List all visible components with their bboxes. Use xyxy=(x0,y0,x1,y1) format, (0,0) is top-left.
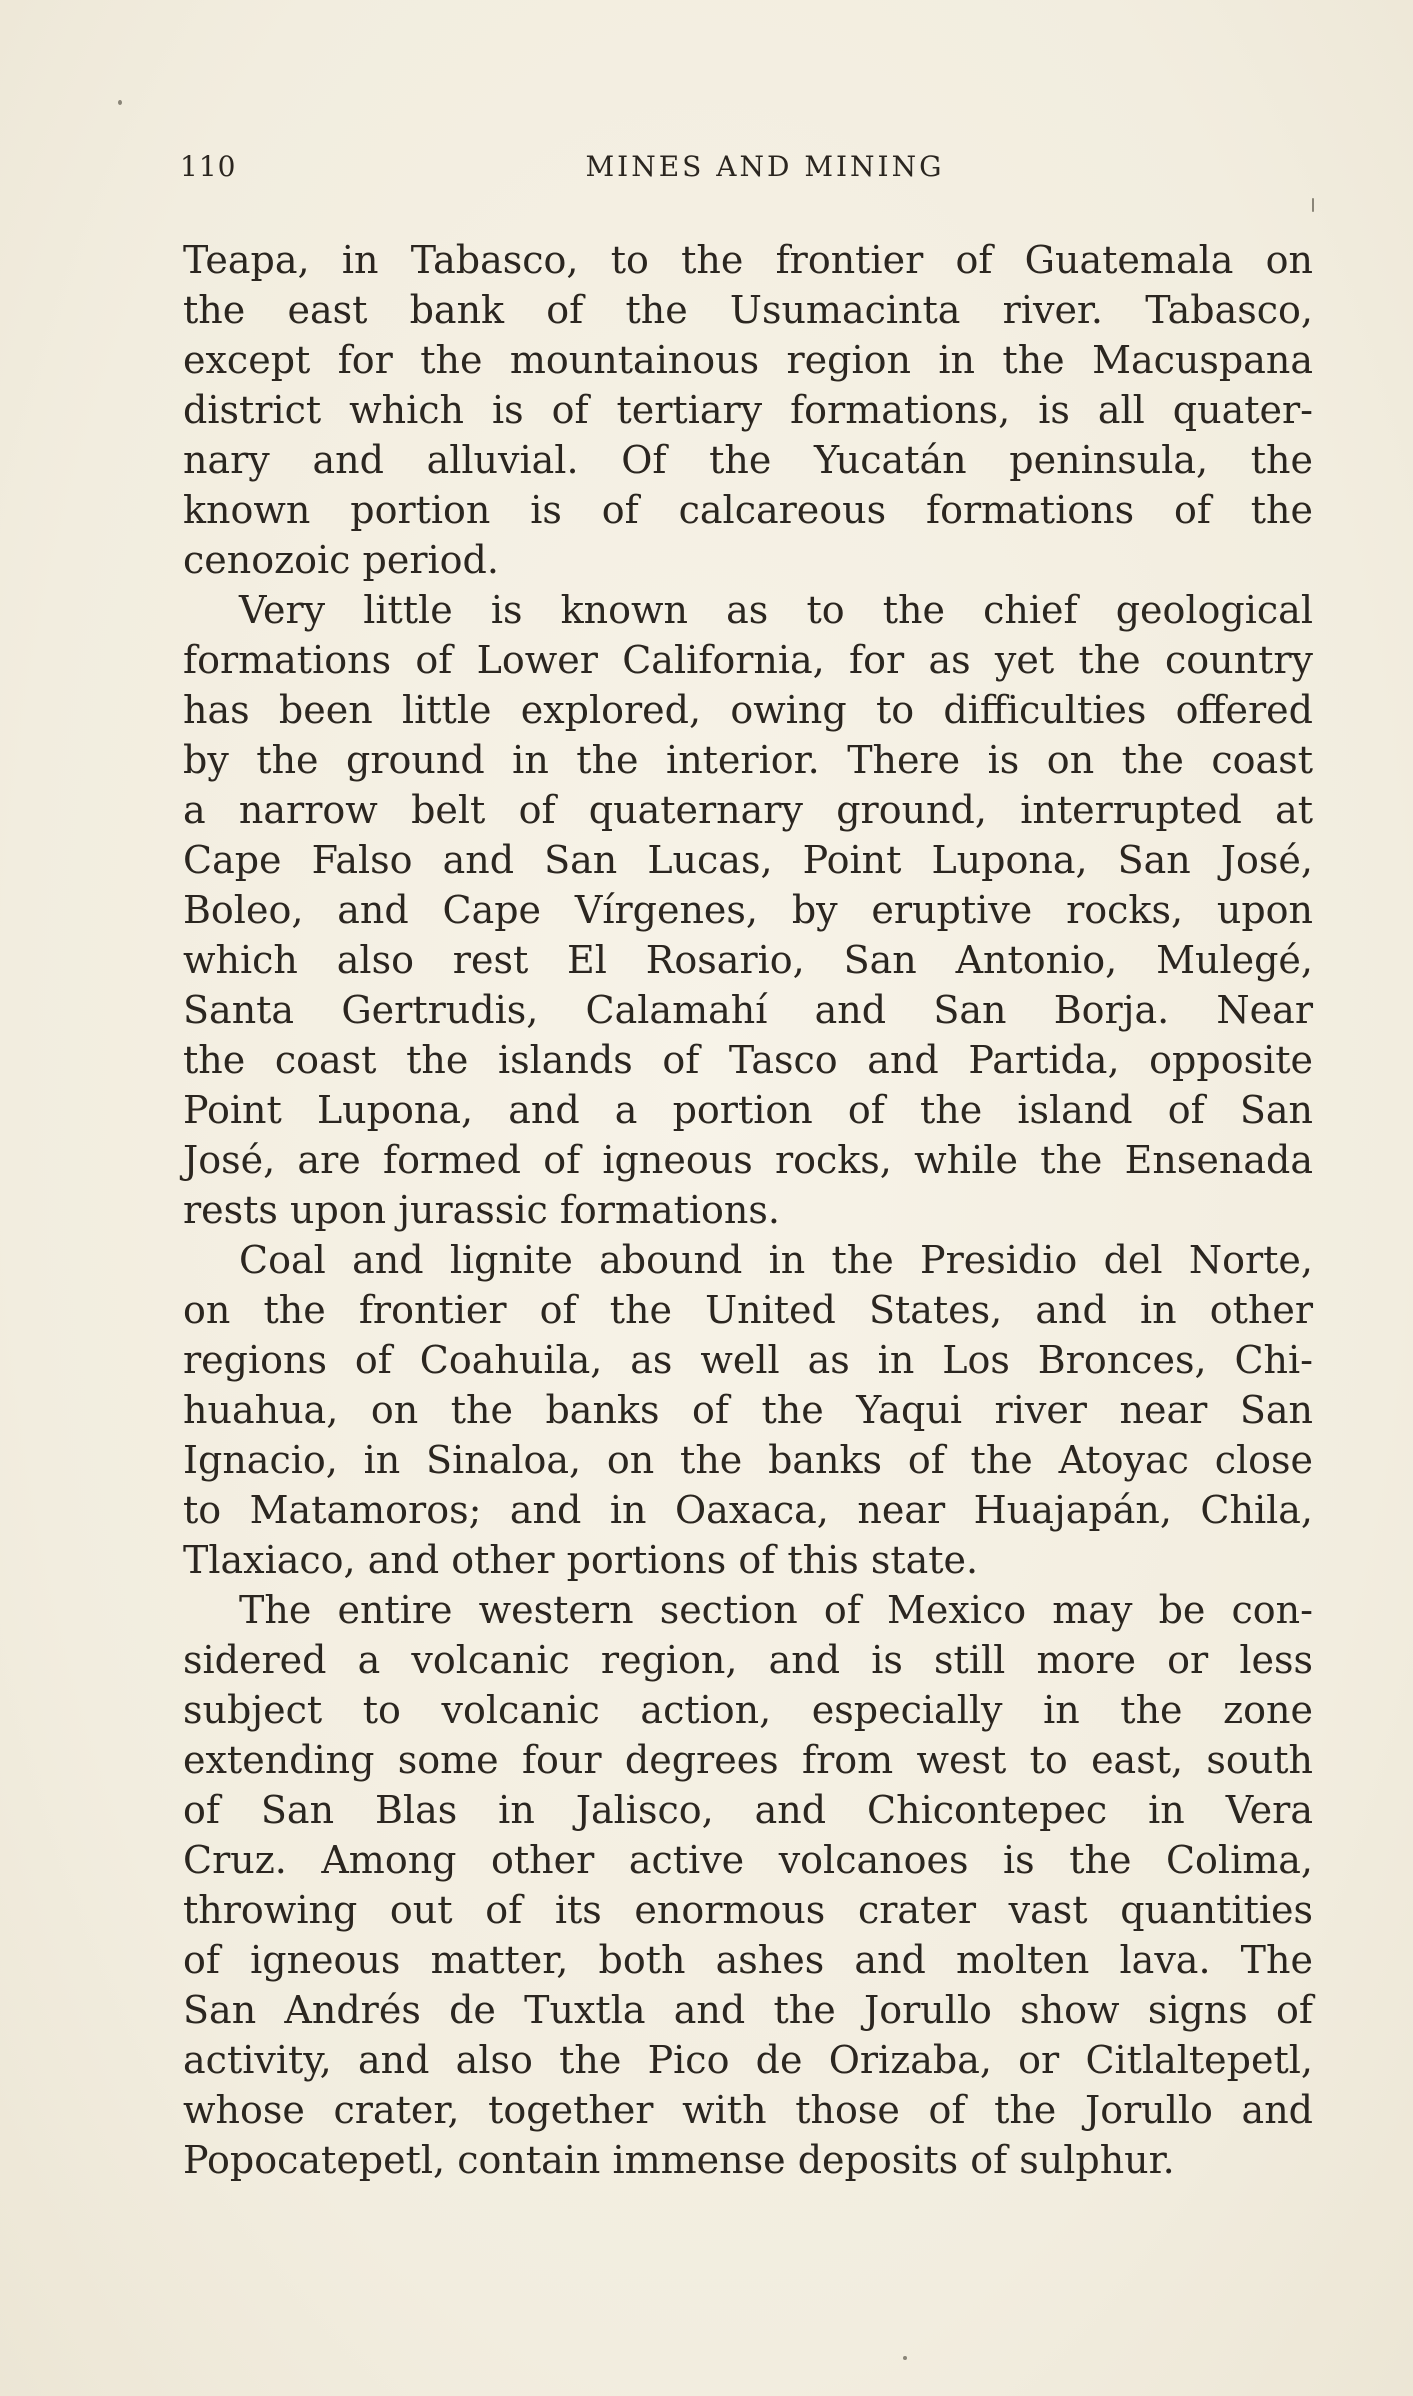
text-line: has been little explored, owing to difficulties offered xyxy=(183,688,1313,732)
text-line: whose crater, together with those of the Jorullo and xyxy=(183,2088,1313,2132)
text-line: the east bank of the Usumacinta river. Tabasco, xyxy=(183,288,1313,332)
text-line: which also rest El Rosario, San Antonio, Mulegé, xyxy=(183,938,1313,982)
text-line: to Matamoros; and in Oaxaca, near Huajapán, Chila, xyxy=(183,1488,1313,1532)
text-line: except for the mountainous region in the Macuspana xyxy=(183,338,1313,382)
paragraph xyxy=(183,235,1313,585)
paper-speck xyxy=(903,2356,907,2360)
text-line: a narrow belt of quaternary ground, interrupted at xyxy=(183,788,1313,832)
text-line: by the ground in the interior. There is on the coast xyxy=(183,738,1313,782)
text-line: Boleo, and Cape Vírgenes, by eruptive rocks, upon xyxy=(183,888,1313,932)
text-line: Ignacio, in Sinaloa, on the banks of the Atoyac close xyxy=(183,1438,1313,1482)
text-line: the coast the islands of Tasco and Partida, opposite xyxy=(183,1038,1313,1082)
paper-speck xyxy=(1312,198,1314,212)
page-number: 110 xyxy=(180,150,237,183)
page-header xyxy=(180,150,1310,200)
paragraph xyxy=(183,585,1313,1235)
body-text xyxy=(183,235,1313,2185)
text-line: subject to volcanic action, especially in the zone xyxy=(183,1688,1313,1732)
text-line: regions of Coahuila, as well as in Los Bronces, Chi- xyxy=(183,1338,1313,1382)
text-line: of igneous matter, both ashes and molten lava. The xyxy=(183,1938,1313,1982)
text-line: extending some four degrees from west to east, south xyxy=(183,1738,1313,1782)
text-line: Popocatepetl, contain immense deposits of sulphur. xyxy=(183,2138,1175,2182)
running-head: MINES AND MINING xyxy=(585,150,945,183)
text-line: Teapa, in Tabasco, to the frontier of Guatemala on xyxy=(183,238,1313,282)
text-line: known portion is of calcareous formations of the xyxy=(183,488,1313,532)
text-line: Tlaxiaco, and other portions of this state. xyxy=(183,1538,979,1582)
text-line: rests upon jurassic formations. xyxy=(183,1188,780,1232)
text-line: Very little is known as to the chief geological xyxy=(239,588,1313,632)
text-line: district which is of tertiary formations, is all quater- xyxy=(183,388,1313,432)
text-line: San Andrés de Tuxtla and the Jorullo show signs of xyxy=(183,1988,1313,2032)
text-line: on the frontier of the United States, and in other xyxy=(183,1288,1313,1332)
text-line: nary and alluvial. Of the Yucatán peninsula, the xyxy=(183,438,1313,482)
text-line: Coal and lignite abound in the Presidio del Norte, xyxy=(239,1238,1313,1282)
text-line: José, are formed of igneous rocks, while the Ensenada xyxy=(183,1138,1313,1182)
text-line: Cruz. Among other active volcanoes is the Colima, xyxy=(183,1838,1313,1882)
text-line: cenozoic period. xyxy=(183,538,499,582)
text-line: Point Lupona, and a portion of the island of San xyxy=(183,1088,1313,1132)
text-line: Cape Falso and San Lucas, Point Lupona, San José, xyxy=(183,838,1313,882)
paper-speck xyxy=(118,100,122,105)
text-line: activity, and also the Pico de Orizaba, or Citlaltepetl, xyxy=(183,2038,1313,2082)
text-line: The entire western section of Mexico may be con- xyxy=(239,1588,1313,1632)
text-line: huahua, on the banks of the Yaqui river near San xyxy=(183,1388,1313,1432)
text-line: sidered a volcanic region, and is still more or less xyxy=(183,1638,1313,1682)
paragraph xyxy=(183,1585,1313,2185)
paragraph xyxy=(183,1235,1313,1585)
text-line: Santa Gertrudis, Calamahí and San Borja. Near xyxy=(183,988,1313,1032)
text-line: throwing out of its enormous crater vast quantities xyxy=(183,1888,1313,1932)
text-line: of San Blas in Jalisco, and Chicontepec in Vera xyxy=(183,1788,1313,1832)
text-line: formations of Lower California, for as yet the country xyxy=(183,638,1313,682)
